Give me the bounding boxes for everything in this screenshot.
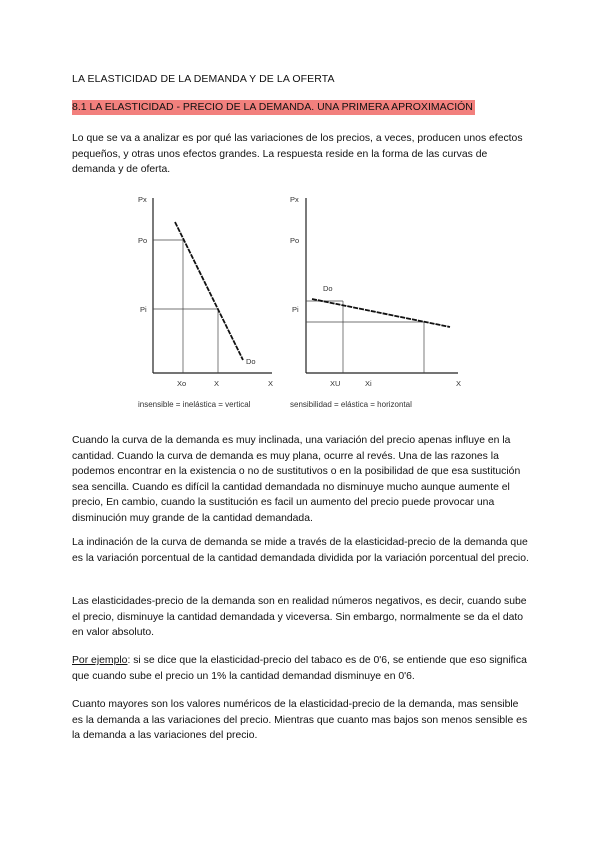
demand-elasticity-figure	[120, 188, 480, 413]
paragraph-example	[72, 653, 532, 684]
left-p1-label: Pi	[140, 305, 147, 314]
paragraph-negative-values: Las elasticidades-precio de la demanda son en realidad números negativos, es decir, cuando sube el precio, disminuye la cantidad demandada y viceversa. Sin embargo, normalmente se da el dato en valor absoluto.	[72, 596, 527, 638]
right-p1-label: Pi	[292, 305, 299, 314]
example-label: Por ejemplo	[72, 655, 128, 666]
left-caption: insensible = inelástica = vertical	[138, 400, 251, 409]
left-x-axis-label: X	[268, 379, 274, 388]
paragraph-elasticity-definition: La indinación de la curva de demanda se mide a través de la elasticidad-precio de la demanda que es la variación porcentual de la cantidad demandada dividida por la variación porcentual del precio.	[72, 537, 529, 564]
right-curve-label: Do	[323, 284, 333, 293]
inelastic-graph	[138, 195, 273, 409]
example-text: : si se dice que la elasticidad-precio del tabaco es de 0'6, se entiende que eso significa que cuando sube el precio un 1% la cantidad demandad disminuye en 0'6.	[72, 655, 527, 682]
right-p0-label: Po	[290, 236, 300, 245]
paragraph-sensitivity: Cuanto mayores son los valores numéricos de la elasticidad-precio de la demanda, mas sensible es la demanda a las variaciones del precio. Mientras que cuanto mas bajos son menos sensible es la demanda a las variaciones del precio.	[72, 699, 528, 741]
left-demand-curve	[175, 222, 243, 360]
paragraph-curve-slope: Cuando la curva de la demanda es muy inclinada, una variación del precio apenas influye en la cantidad. Cuando la curva de demanda es muy plana, ocurre al revés. Una de las razones la podemos encontrar en la existencia o no de sustitutivos o en la posibilidad de que esa sustitución sea sencilla. Cuando es difícil la cantidad demandada no disminuye mucho aunque aumente el precio, En cambio, cuando la sustitución es facil un aumento del precio puede provocar una disminución muy grande de la cantidad demandada.	[72, 435, 521, 524]
left-y-axis-label: Px	[138, 195, 147, 204]
left-x1-label: X	[214, 379, 220, 388]
left-curve-label: Do	[246, 357, 256, 366]
left-x0-label: Xo	[177, 379, 187, 388]
right-demand-curve	[312, 299, 450, 327]
right-x-axis-label: X	[456, 379, 462, 388]
right-x1-label: Xi	[365, 379, 372, 388]
right-caption: sensibilidad = elástica = horizontal	[290, 400, 412, 409]
intro-paragraph: Lo que se va a analizar es por qué las variaciones de los precios, a veces, producen unos efectos pequeños, y otras unos efectos grandes. La respuesta reside en la forma de las curvas de demanda y de oferta.	[72, 133, 523, 175]
section-heading: 8.1 LA ELASTICIDAD - PRECIO DE LA DEMANDA. UNA PRIMERA APROXIMACIÓN	[72, 101, 473, 113]
right-x0-label: XU	[330, 379, 341, 388]
demand-graphs	[120, 188, 480, 413]
document-title: LA ELASTICIDAD DE LA DEMANDA Y DE LA OFERTA	[72, 73, 335, 85]
elastic-graph	[290, 195, 461, 409]
left-p0-label: Po	[138, 236, 148, 245]
right-y-axis-label: Px	[290, 195, 299, 204]
